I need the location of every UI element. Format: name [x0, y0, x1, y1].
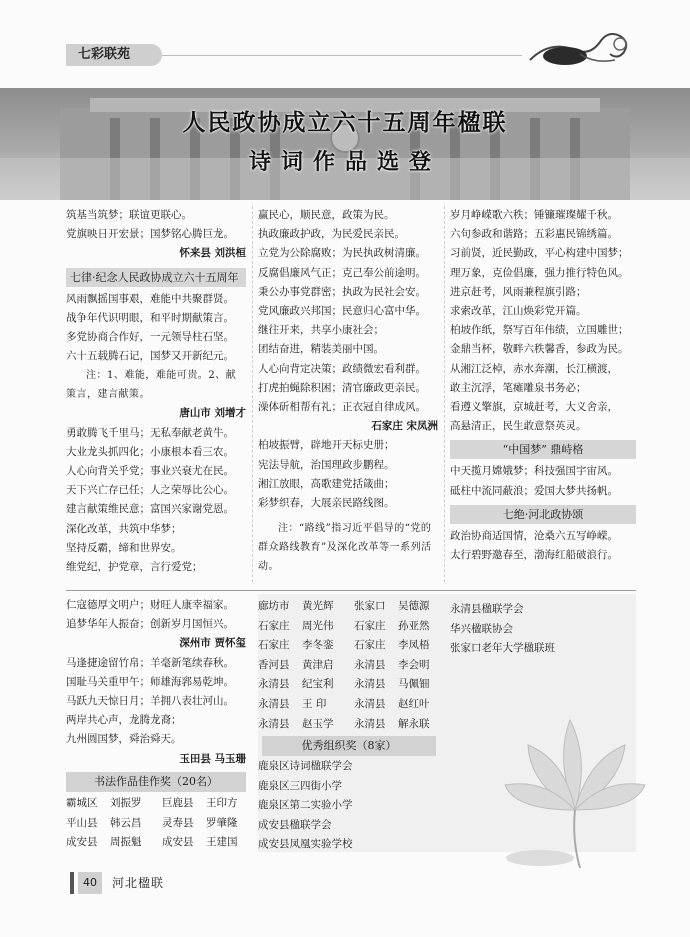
text-line: 风雨飘摇国事艰，难能中共聚群贤。	[66, 292, 234, 305]
table-row	[66, 814, 258, 834]
table-cell: 平山县	[66, 816, 98, 829]
table-cell: 赵玉学	[302, 717, 334, 730]
poem-column-2	[258, 206, 438, 576]
section-divider	[66, 590, 636, 591]
text-line: 澡体斫相帮有礼；正衣冠自律成风。	[258, 401, 426, 414]
text-line: 立党为公除腐败；为民执政树清廉。	[258, 247, 426, 260]
table-cell: 霸城区	[66, 797, 98, 809]
footer-accent	[70, 872, 74, 894]
table-row	[66, 794, 258, 814]
table-cell: 永清县	[258, 697, 290, 710]
table-cell: 石家庄	[258, 639, 290, 652]
award-title-banner: 书法作品佳作奖（20名）	[66, 772, 246, 792]
table-cell: 周振魁	[110, 836, 142, 849]
annotation-note: 注：“路线”指习近平倡导的“党的群众路线教育”及深化改革等一系列活动。	[258, 523, 432, 573]
text-line: 湘江放眼，高歌建党括箴曲；	[258, 477, 395, 490]
page-number: 40	[78, 872, 102, 894]
table-cell: 韩云昌	[110, 816, 142, 829]
text-line: 两岸共心声，龙腾龙裔；	[66, 714, 182, 727]
table-cell: 王印方	[206, 797, 238, 809]
text-line: 政治协商适国情，沧桑六五写峥嵘。	[450, 529, 618, 542]
table-row	[258, 715, 450, 735]
table-cell: 石家庄	[354, 639, 386, 652]
table-cell: 张家口	[354, 600, 386, 612]
scroll-ornament-icon	[520, 20, 640, 76]
text-line: 理万象，克俭倡廉，强力推行特色风。	[450, 266, 629, 279]
text-line: 太行碧野邀春至，渤海红船破浪行。	[450, 549, 618, 562]
list-item: 鹿泉区第二实验小学	[258, 799, 353, 812]
magazine-name: 河北楹联	[112, 876, 165, 890]
text-line: 追梦华年人振奋；创新岁月国恒兴。	[66, 618, 234, 631]
organization-award-list	[258, 757, 353, 855]
author-credit: 深州市 贾怀玺	[179, 637, 246, 650]
page-title: 人民政协成立六十五周年楹联	[182, 110, 508, 136]
table-cell: 廊坊市	[258, 600, 290, 612]
text-line: 敢主沉浮，笔瘫雕泉书务必；	[450, 381, 587, 394]
text-line: 中天揽月嫦娥梦；科技强国宇宙风。	[450, 465, 618, 478]
table-row	[258, 695, 450, 715]
author-credit: 怀来县 刘洪桓	[179, 247, 246, 260]
text-line: 进京赶考，风雨兼程旗引路；	[450, 285, 587, 298]
list-item: 华兴楹联协会	[450, 622, 513, 635]
text-line: 勇敢腾飞千里马；无私奉献老黄牛。	[66, 426, 234, 439]
author-credit: 唐山市 刘增才	[179, 407, 246, 420]
text-line: 六十五载腾石记，国梦又开新纪元。	[66, 350, 234, 363]
text-line: 砥柱中流同蔽浪；爱国大梦共扬帆。	[450, 484, 618, 497]
text-line: 维党纪，护党章，言行爱党；	[66, 561, 203, 574]
lotus-flower-icon	[500, 690, 650, 870]
table-row	[258, 636, 450, 656]
text-line: 赢民心，顺民意，政策为民。	[258, 209, 395, 221]
text-line: 党旗映日开宏景；国梦铭心腾巨龙。	[66, 228, 234, 241]
text-line: 建言献策维民意；富国兴家谢党恩。	[66, 503, 234, 516]
text-line: 继往开来，共享小康社会；	[258, 324, 384, 337]
table-cell: 纪宝利	[302, 678, 334, 691]
list-item: 鹿泉区三四街小学	[258, 779, 342, 792]
text-line: 彩梦织春，大展亲民路线图。	[258, 497, 395, 510]
table-cell: 石家庄	[354, 619, 386, 632]
poem-title-banner: “中国梦” 鼎峙格	[450, 440, 636, 459]
text-line: 六句参政和谐路；五彩惠民锦绣篇。	[450, 228, 618, 241]
poem-column-3	[450, 206, 636, 565]
table-cell: 王 印	[302, 697, 327, 710]
table-cell: 香河县	[258, 658, 290, 671]
table-cell: 李会明	[398, 658, 430, 671]
table-cell: 刘振罗	[110, 797, 142, 809]
text-line: 柏坡振臂，辟地开天标史册；	[258, 439, 395, 452]
text-line: 人心向背定决策；政绩微宏看利群。	[258, 362, 426, 375]
text-line: 看遵义擎旗，京城赶考，大义舍亲，	[450, 401, 618, 414]
text-line: 金鼎当杯，敬畔六秩馨香，参政为民。	[450, 343, 629, 356]
table-cell: 永清县	[354, 658, 386, 671]
table-cell: 王建国	[206, 836, 238, 849]
text-line: 从湘江泛棹，赤水奔潮，长江横渡，	[450, 362, 618, 375]
column-divider	[444, 206, 445, 582]
section-tab: 七彩联苑	[66, 44, 162, 66]
text-line: 坚持反霸，缔和世界安。	[66, 541, 182, 554]
table-cell: 马佩钿	[398, 678, 430, 691]
table-cell: 黄津启	[302, 658, 334, 671]
table-row	[66, 833, 258, 853]
text-line: 马跃九天惊日月；羊拥八表壮河山。	[66, 695, 234, 708]
table-cell: 解永联	[398, 717, 430, 730]
text-line: 执政廉政护政，为民爱民亲民。	[258, 228, 405, 241]
text-line: 反腐倡廉风气正；克己奉公前途明。	[258, 266, 426, 279]
text-line: 柏坡作纸，祭写百年伟绩，立国雕世；	[450, 324, 629, 337]
text-line: 马逢捷途留竹帛；羊毫新笔续春秋。	[66, 656, 234, 669]
table-cell: 永清县	[354, 678, 386, 691]
table-cell: 永清县	[354, 697, 386, 710]
table-cell: 周光伟	[302, 619, 334, 632]
list-item: 永清县楹联学会	[450, 603, 524, 615]
table-cell: 永清县	[258, 717, 290, 730]
list-item: 成安县凤凰实验学校	[258, 838, 353, 851]
column-divider	[252, 206, 253, 582]
poem-column-lower-left	[66, 596, 246, 769]
table-row	[258, 656, 450, 676]
calligraphy-award-list	[66, 794, 258, 853]
table-cell: 成安县	[162, 836, 194, 849]
table-cell: 李冬銮	[302, 639, 334, 652]
table-cell: 成安县	[66, 836, 98, 849]
text-line: 打虎拍蝇除积困；清官廉政更亲民。	[258, 381, 426, 394]
text-line: 习前贤，近民勤政，平心构建中国梦；	[450, 247, 629, 260]
text-line: 仁寇德厚文明户；财旺人康幸福家。	[66, 599, 234, 611]
text-line: 深化改革，共筑中华梦；	[66, 522, 182, 535]
table-cell: 巨鹿县	[162, 797, 194, 809]
text-line: 高悬清正，民生敢意祭英灵。	[450, 420, 587, 433]
table-cell: 黄光辉	[302, 600, 334, 612]
poem-title-banner: 七律·纪念人民政协成立六十五周年	[66, 268, 246, 287]
author-credit: 石家庄 宋凤洲	[371, 420, 438, 433]
text-line: 党风廉政兴邦国；民意归心富中华。	[258, 305, 426, 318]
table-row	[258, 675, 450, 695]
table-row	[258, 617, 450, 637]
table-cell: 永清县	[354, 717, 386, 730]
organization-list-right	[450, 600, 555, 659]
table-cell: 灵寿县	[162, 816, 194, 829]
table-cell: 李凤梧	[398, 639, 430, 652]
text-line: 岁月峥嵘歌六秩；锤镰璀璨耀千秋。	[450, 209, 618, 221]
table-cell: 吴德源	[398, 600, 430, 612]
page-subtitle: 诗词作品选登	[248, 150, 441, 175]
table-cell: 永清县	[258, 678, 290, 691]
list-item: 成安县楹联学会	[258, 818, 332, 831]
text-line: 宪法导航，治国理政步鹏程。	[258, 458, 395, 471]
award-title-banner: 优秀组织奖（8家）	[262, 736, 436, 756]
poem-column-1	[66, 206, 246, 577]
text-line: 求索改革，江山焕彩党开篇。	[450, 305, 587, 318]
author-credit: 玉田县 马玉珊	[179, 752, 246, 765]
text-line: 战争年代识明眼，和平时期献策言。	[66, 311, 234, 324]
text-line: 团结奋进，精装美丽中国。	[258, 343, 384, 356]
table-cell: 赵红叶	[398, 697, 430, 710]
table-cell: 罗肇隆	[206, 816, 238, 829]
winner-list	[258, 597, 450, 734]
poem-title-banner: 七绝·河北政协颂	[450, 505, 636, 524]
text-line: 筑基当筑梦；联谊更联心。	[66, 209, 192, 221]
text-line: 天下兴亡存已任；人之荣辱比公心。	[66, 484, 234, 497]
table-row	[258, 597, 450, 617]
text-line: 大业龙头抓四化；小康根本看三农。	[66, 445, 234, 458]
list-item: 鹿泉区诗词楹联学会	[258, 760, 353, 772]
list-item: 张家口老年大学楹联班	[450, 642, 555, 655]
text-line: 秉公办事党群密；执政为民社会安。	[258, 285, 426, 298]
section-divider	[162, 55, 522, 56]
text-line: 多党协商合作好，一元领导柱石坚。	[66, 331, 234, 344]
annotation-note: 注：1、难能，难能可贵。2、献策言，建言献策。	[66, 370, 237, 401]
text-line: 九州圆国梦，舜治舜天。	[66, 733, 182, 746]
text-line: 人心向背关乎党；事业兴衰尤在民。	[66, 465, 234, 478]
text-line: 国耻马关重甲午；师雄海郛易乾坤。	[66, 675, 234, 688]
table-cell: 孙亚然	[398, 619, 430, 632]
table-cell: 石家庄	[258, 619, 290, 632]
